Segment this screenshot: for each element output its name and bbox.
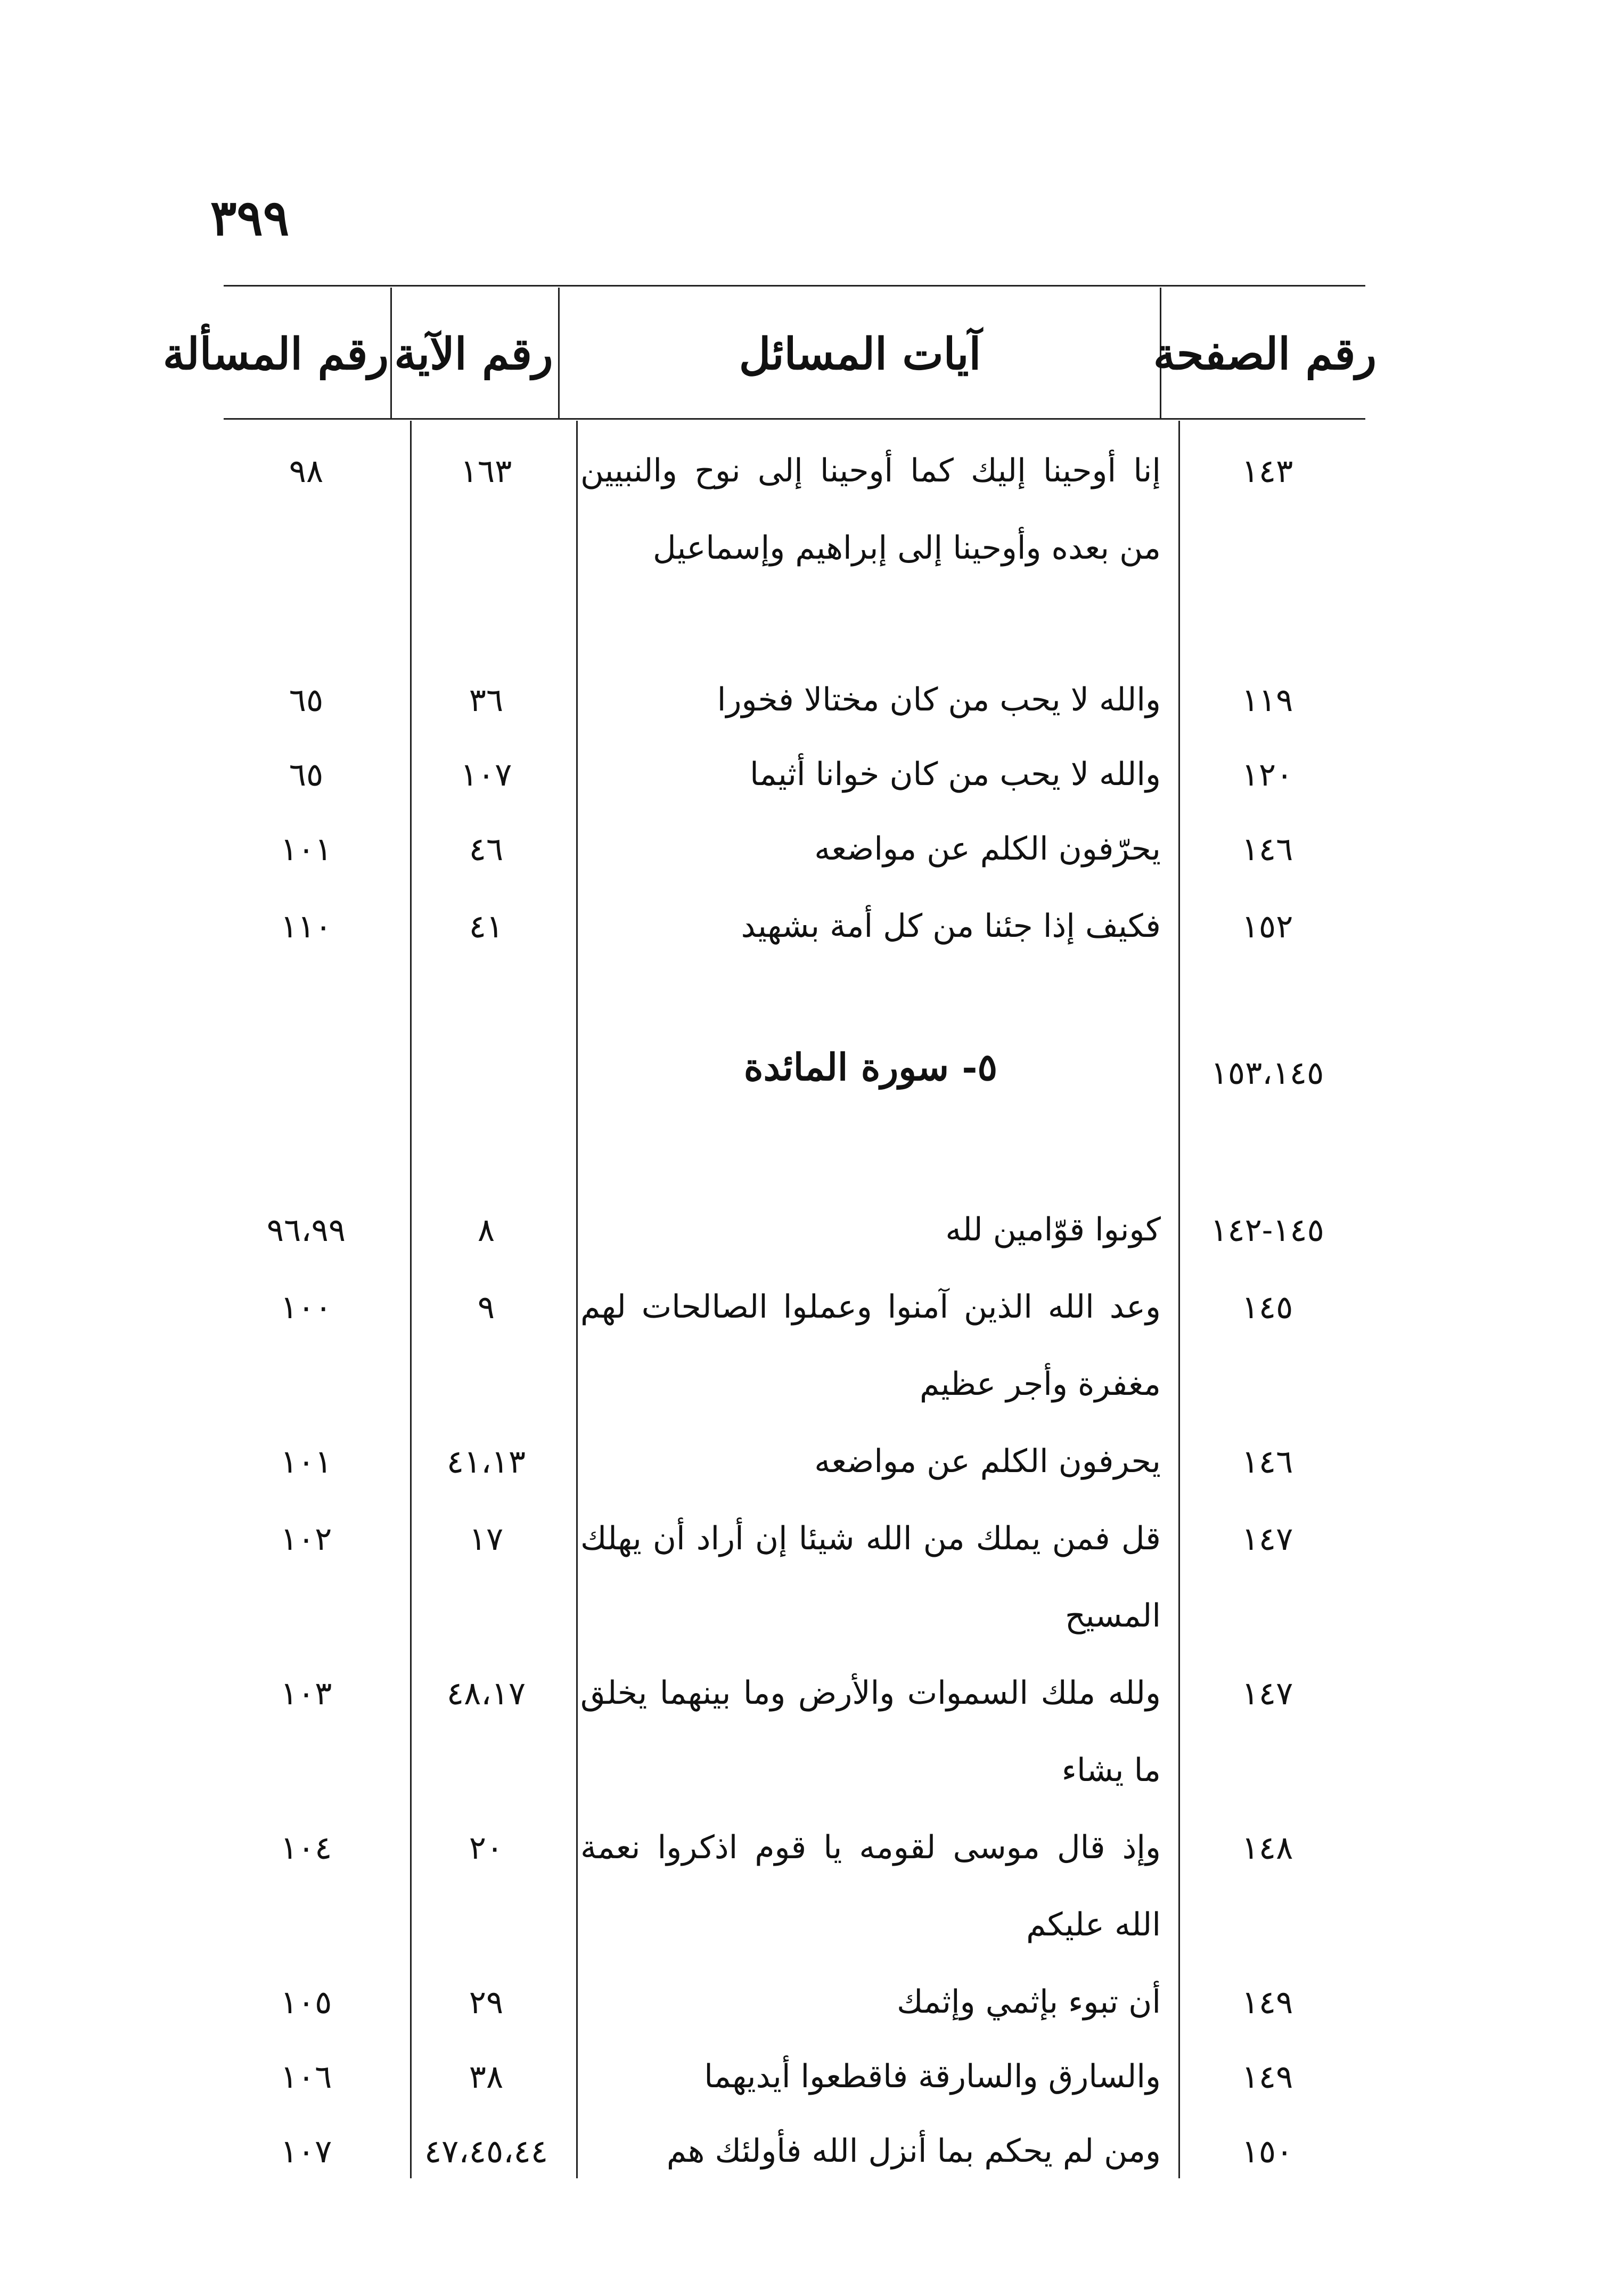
cell-ayah: ٣٨ xyxy=(469,2058,504,2096)
cell-page: ١٤٣ xyxy=(1241,453,1293,490)
cell-ayah: ٤١،١٣ xyxy=(446,1443,526,1481)
cell-page: ١١٩ xyxy=(1241,682,1293,719)
cell-ayah: ٢٠ xyxy=(469,1829,504,1867)
cell-verse: كونوا قوّامين لله xyxy=(945,1211,1161,1248)
cell-issue: ١٠٠ xyxy=(280,1289,332,1326)
column-divider xyxy=(1178,421,1180,2178)
column-divider xyxy=(410,421,412,2178)
cell-ayah: ١٠٧ xyxy=(460,756,512,794)
header-verses: آيات المسائل xyxy=(739,329,981,380)
cell-verse: فكيف إذا جئنا من كل أمة بشهيد xyxy=(741,908,1161,945)
column-divider xyxy=(576,421,578,2178)
cell-issue: ٩٨ xyxy=(289,453,324,490)
cell-issue: ١٠٢ xyxy=(280,1521,332,1558)
cell-ayah: ٤٧،٤٥،٤٤ xyxy=(424,2133,548,2170)
cell-verse: يحرفون الكلم عن مواضعه xyxy=(814,1443,1161,1480)
cell-page: ١٤٥ xyxy=(1241,1289,1293,1326)
cell-ayah: ٩ xyxy=(477,1289,495,1326)
column-divider xyxy=(390,288,392,420)
cell-page: ١٥٠ xyxy=(1241,2133,1293,2170)
cell-verse: يحرّفون الكلم عن مواضعه xyxy=(814,830,1161,868)
cell-ayah: ٨ xyxy=(477,1212,495,1249)
cell-verse: وعد الله الذين آمنوا وعملوا الصالحات لهم مغفرة وأجر عظيم xyxy=(580,1288,1161,1403)
header-rule xyxy=(224,418,1365,420)
cell-page: ١٤٨ xyxy=(1241,1829,1293,1867)
cell-issue: ١٠٥ xyxy=(280,1984,332,2021)
cell-page: ١٤٦ xyxy=(1241,831,1293,868)
cell-issue: ٦٥ xyxy=(289,682,324,719)
page-number: ٣٩٩ xyxy=(210,189,290,247)
cell-page: ١٤٧ xyxy=(1241,1521,1293,1558)
cell-ayah: ١٦٣ xyxy=(460,453,512,490)
cell-verse: أن تبوء بإثمي وإثمك xyxy=(897,1983,1161,2021)
header-issue-number: رقم المسألة xyxy=(162,329,389,380)
cell-issue: ١٠٧ xyxy=(280,2133,332,2170)
header-ayah-number: رقم الآية xyxy=(394,329,553,380)
cell-page: ١٤٧ xyxy=(1241,1675,1293,1712)
cell-issue: ١٠١ xyxy=(280,831,332,868)
cell-ayah: ١٧ xyxy=(469,1521,504,1558)
cell-page: ١٤٩ xyxy=(1241,2058,1293,2096)
cell-verse: والله لا يحب من كان مختالا فخورا xyxy=(717,681,1161,718)
cell-ayah: ٣٦ xyxy=(469,682,504,719)
cell-issue: ٦٥ xyxy=(289,756,324,794)
cell-verse: والسارق والسارقة فاقطعوا أيديهما xyxy=(704,2058,1161,2095)
cell-ayah: ٢٩ xyxy=(469,1984,504,2021)
cell-verse: ولله ملك السموات والأرض وما بينهما يخلق ما يشاء xyxy=(580,1674,1161,1789)
cell-ayah: ٤١ xyxy=(469,908,504,945)
cell-page: ١٤٩ xyxy=(1241,1984,1293,2021)
top-rule xyxy=(224,285,1365,287)
cell-issue: ٩٦،٩٩ xyxy=(266,1212,346,1249)
cell-page: ١٥٢ xyxy=(1241,908,1293,945)
cell-issue: ١٠٣ xyxy=(280,1675,332,1712)
sura-title: ٥- سورة المائدة xyxy=(743,1045,998,1089)
cell-page: ١٤٥-١٤٢ xyxy=(1210,1212,1324,1249)
column-divider xyxy=(558,288,560,420)
cell-page: ١٢٠ xyxy=(1241,756,1293,794)
cell-issue: ١٠٦ xyxy=(280,2058,332,2096)
cell-ayah: ٤٨،١٧ xyxy=(446,1675,526,1712)
cell-verse: ومن لم يحكم بما أنزل الله فأولئك هم xyxy=(666,2132,1161,2170)
cell-issue: ١٠١ xyxy=(280,1443,332,1481)
cell-verse: إنا أوحينا إليك كما أوحينا إلى نوح والنبيين من بعده وأوحينا إلى إبراهيم وإسماعيل xyxy=(580,452,1161,567)
cell-issue: ١٠٤ xyxy=(280,1829,332,1867)
header-page-number: رقم الصفحة xyxy=(1153,329,1376,380)
cell-page: ١٥٣،١٤٥ xyxy=(1210,1055,1324,1092)
cell-page: ١٤٦ xyxy=(1241,1443,1293,1481)
cell-verse: قل فمن يملك من الله شيئا إن أراد أن يهلك المسيح xyxy=(580,1520,1161,1635)
cell-verse: والله لا يحب من كان خوانا أثيما xyxy=(750,756,1161,793)
cell-ayah: ٤٦ xyxy=(469,831,504,868)
cell-issue: ١١٠ xyxy=(280,908,332,945)
cell-verse: وإذ قال موسى لقومه يا قوم اذكروا نعمة الله عليكم xyxy=(580,1829,1161,1943)
